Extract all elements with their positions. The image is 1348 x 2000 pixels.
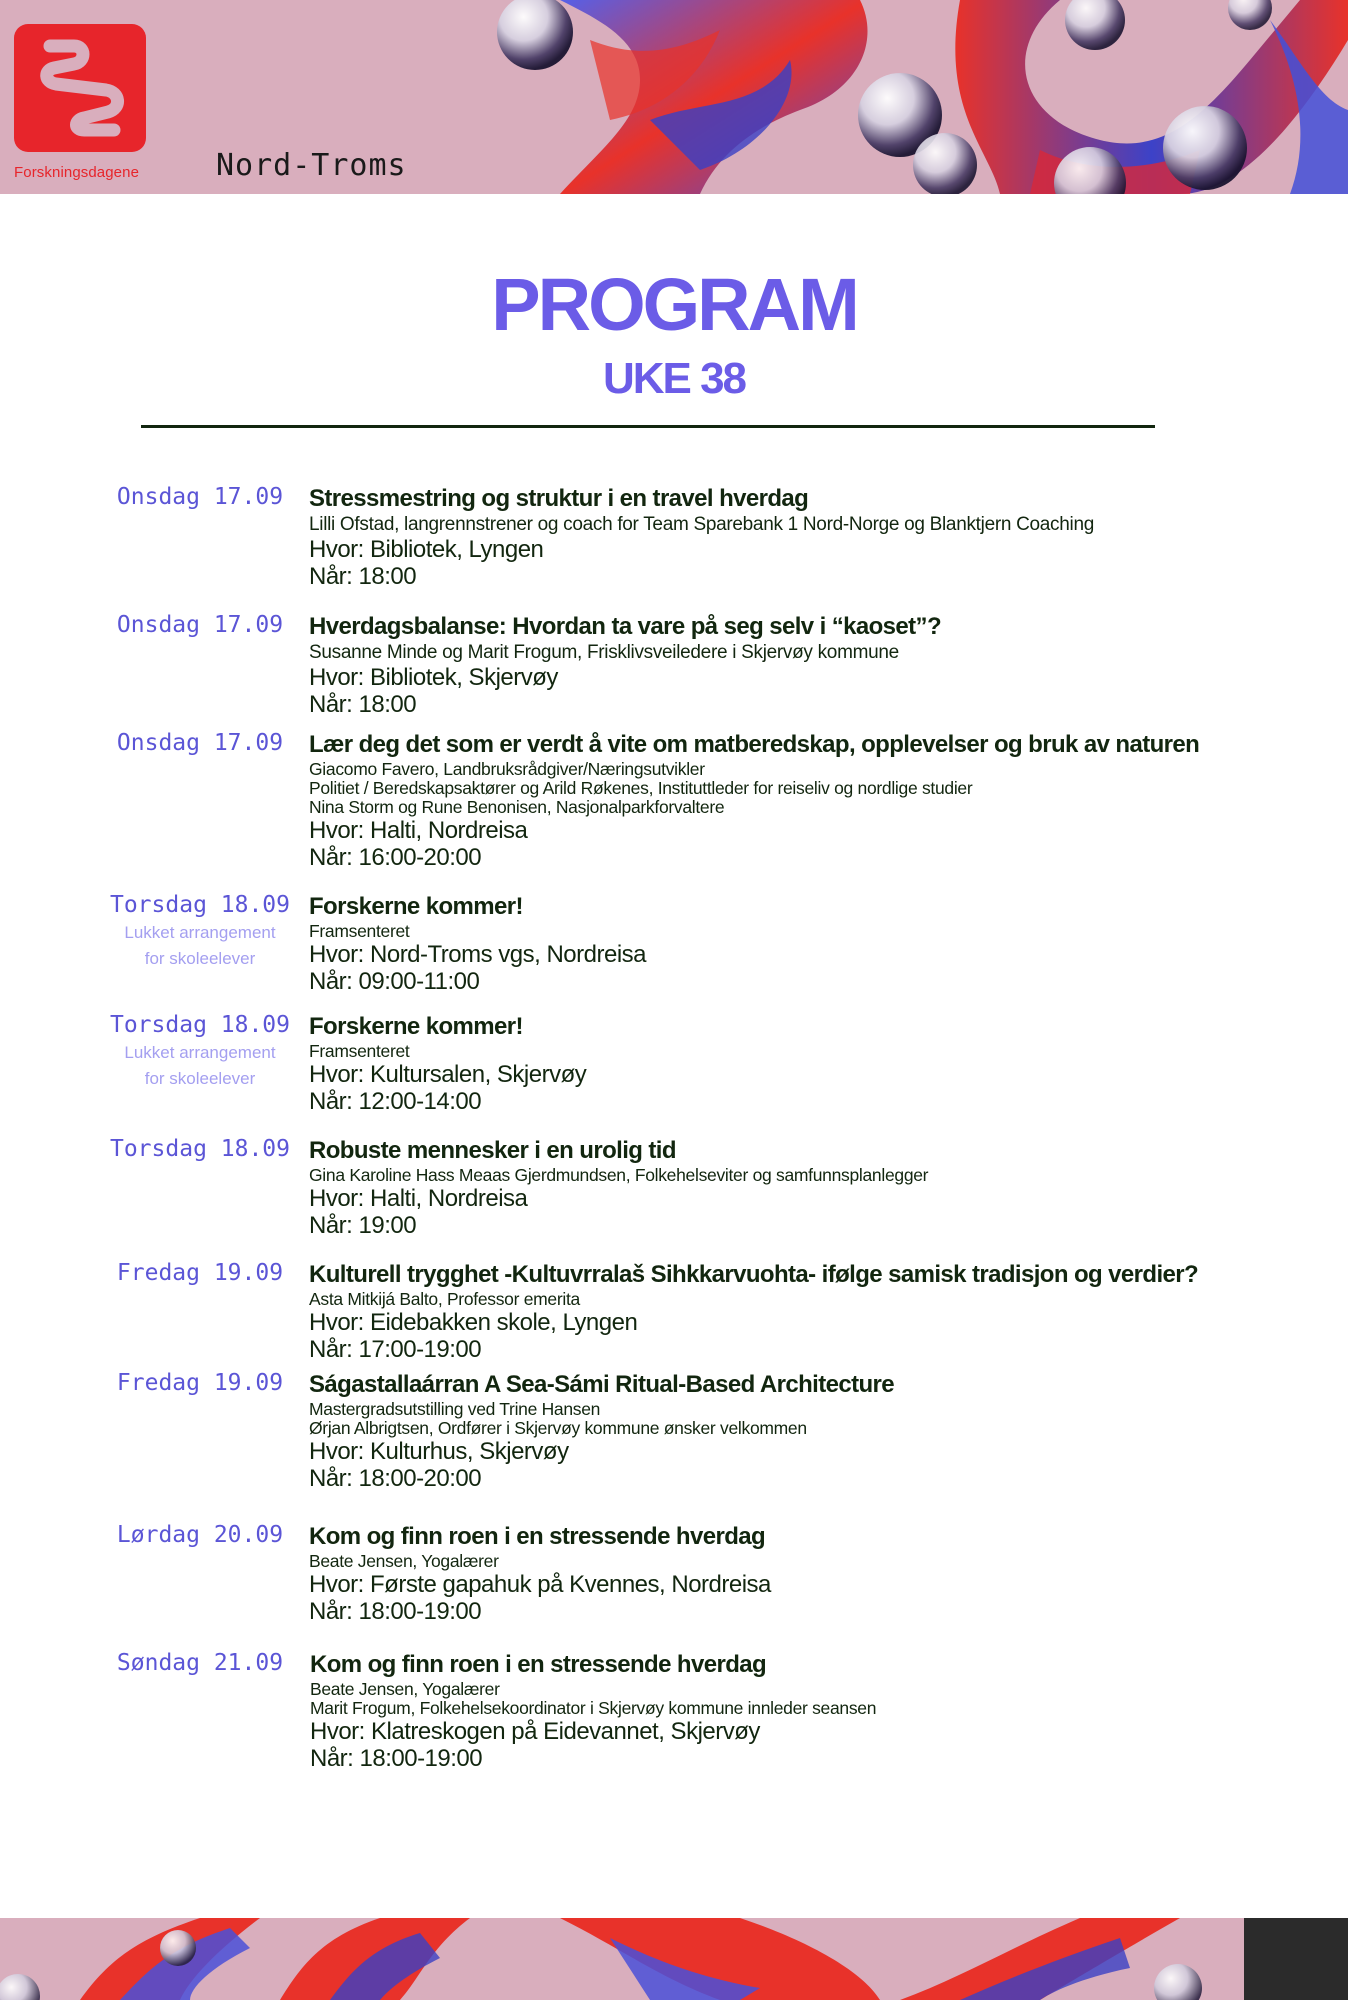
event-note-line: Lukket arrangement (124, 923, 276, 942)
event-location: Hvor: Kulturhus, Skjervøy (309, 1438, 569, 1465)
event-time: Når: 18:00-19:00 (310, 1745, 483, 1772)
event-date: Onsdag 17.09 (116, 730, 284, 756)
event-time: Når: 16:00-20:00 (309, 844, 482, 871)
corner-block (1244, 1918, 1348, 2000)
region-name: Nord-Troms (216, 148, 407, 183)
event-location: Hvor: Nord-Troms vgs, Nordreisa (309, 941, 647, 968)
event-note-line: for skoleelever (144, 1069, 256, 1088)
event-time: Når: 18:00-20:00 (309, 1465, 482, 1492)
abstract-art-decoration (0, 0, 1348, 194)
event-presenter: Lilli Ofstad, langrennstrener og coach for Team Sparebank 1 Nord-Norge og Blanktjern Coaching (309, 514, 1094, 535)
event-presenter: Susanne Minde og Marit Frogum, Frisklivsveiledere i Skjervøy kommune (309, 642, 899, 663)
page-subtitle: UKE 38 (602, 354, 746, 403)
event-title: Kulturell trygghet -Kultuvrralaš Sihkkarvuohta- ifølge samisk tradisjon og verdier? (309, 1261, 1199, 1288)
header-banner (0, 0, 1348, 194)
event-time: Når: 19:00 (309, 1212, 417, 1239)
logo-text: Forskningsdagene (14, 164, 140, 181)
page-title: PROGRAM (491, 263, 857, 346)
event-note-line: for skoleelever (144, 949, 256, 968)
event-title: Stressmestring og struktur i en travel hverdag (309, 485, 809, 512)
event-presenter: Politiet / Beredskapsaktører og Arild Røkenes, Instituttleder for reiseliv og nordlige studier (309, 778, 973, 798)
event-presenter: Framsenteret (309, 1041, 410, 1061)
event-presenter: Giacomo Favero, Landbruksrådgiver/Næringsutvikler (309, 759, 705, 779)
event-date: Fredag 19.09 (116, 1370, 284, 1396)
event-location: Hvor: Klatreskogen på Eidevannet, Skjervøy (310, 1718, 760, 1745)
abstract-art-decoration (0, 1918, 1348, 2000)
event-date: Torsdag 18.09 (109, 892, 290, 918)
event-presenter: Nina Storm og Rune Benonisen, Nasjonalparkforvaltere (309, 797, 725, 817)
event-location: Hvor: Eidebakken skole, Lyngen (309, 1309, 638, 1336)
forskningsdagene-logo-icon (14, 24, 146, 152)
event-presenter: Gina Karoline Hass Meaas Gjerdmundsen, Folkehelseviter og samfunnsplanlegger (309, 1165, 929, 1185)
event-note (100, 920, 300, 972)
event-title: Forskerne kommer! (309, 1013, 523, 1040)
event-date: Søndag 21.09 (116, 1650, 284, 1676)
event-note-line: Lukket arrangement (124, 1043, 276, 1062)
event-location: Hvor: Halti, Nordreisa (309, 817, 528, 844)
logo (14, 24, 146, 181)
event-date: Onsdag 17.09 (116, 612, 284, 638)
event-title: Forskerne kommer! (309, 893, 523, 920)
event-date: Fredag 19.09 (116, 1260, 284, 1286)
event-time: Når: 17:00-19:00 (309, 1336, 482, 1363)
event-location: Hvor: Bibliotek, Lyngen (309, 536, 544, 563)
event-presenter: Ørjan Albrigtsen, Ordfører i Skjervøy kommune ønsker velkommen (309, 1418, 807, 1438)
event-date: Onsdag 17.09 (116, 484, 284, 510)
event-date: Torsdag 18.09 (109, 1012, 290, 1038)
event-date: Torsdag 18.09 (109, 1136, 290, 1162)
event-location: Hvor: Bibliotek, Skjervøy (309, 664, 558, 691)
event-title: Ságastallaárran A Sea-Sámi Ritual-Based Architecture (309, 1371, 895, 1398)
event-presenter: Beate Jensen, Yogalærer (310, 1679, 500, 1699)
title-divider (141, 425, 1155, 428)
event-time: Når: 09:00-11:00 (309, 968, 480, 995)
event-location: Hvor: Kultursalen, Skjervøy (309, 1061, 587, 1088)
event-location: Hvor: Halti, Nordreisa (309, 1185, 528, 1212)
event-presenter: Marit Frogum, Folkehelsekoordinator i Skjervøy kommune innleder seansen (310, 1698, 877, 1718)
event-time: Når: 12:00-14:00 (309, 1088, 482, 1115)
event-presenter: Beate Jensen, Yogalærer (309, 1551, 499, 1571)
event-title: Hverdagsbalanse: Hvordan ta vare på seg selv i “kaoset”? (309, 613, 942, 640)
event-time: Når: 18:00 (309, 563, 417, 590)
event-title: Lær deg det som er verdt å vite om matberedskap, opplevelser og bruk av naturen (309, 731, 1200, 758)
event-presenter: Mastergradsutstilling ved Trine Hansen (309, 1399, 601, 1419)
footer-banner (0, 1918, 1348, 2000)
event-presenter: Framsenteret (309, 921, 410, 941)
event-title: Robuste mennesker i en urolig tid (309, 1137, 676, 1164)
event-location: Hvor: Første gapahuk på Kvennes, Nordreisa (309, 1571, 771, 1598)
event-date: Lørdag 20.09 (116, 1522, 284, 1548)
event-time: Når: 18:00 (309, 691, 417, 718)
event-presenter: Asta Mitkijá Balto, Professor emerita (309, 1289, 580, 1309)
event-note (100, 1040, 300, 1092)
event-time: Når: 18:00-19:00 (309, 1598, 482, 1625)
event-title: Kom og finn roen i en stressende hverdag (309, 1523, 766, 1550)
event-title: Kom og finn roen i en stressende hverdag (310, 1651, 767, 1678)
